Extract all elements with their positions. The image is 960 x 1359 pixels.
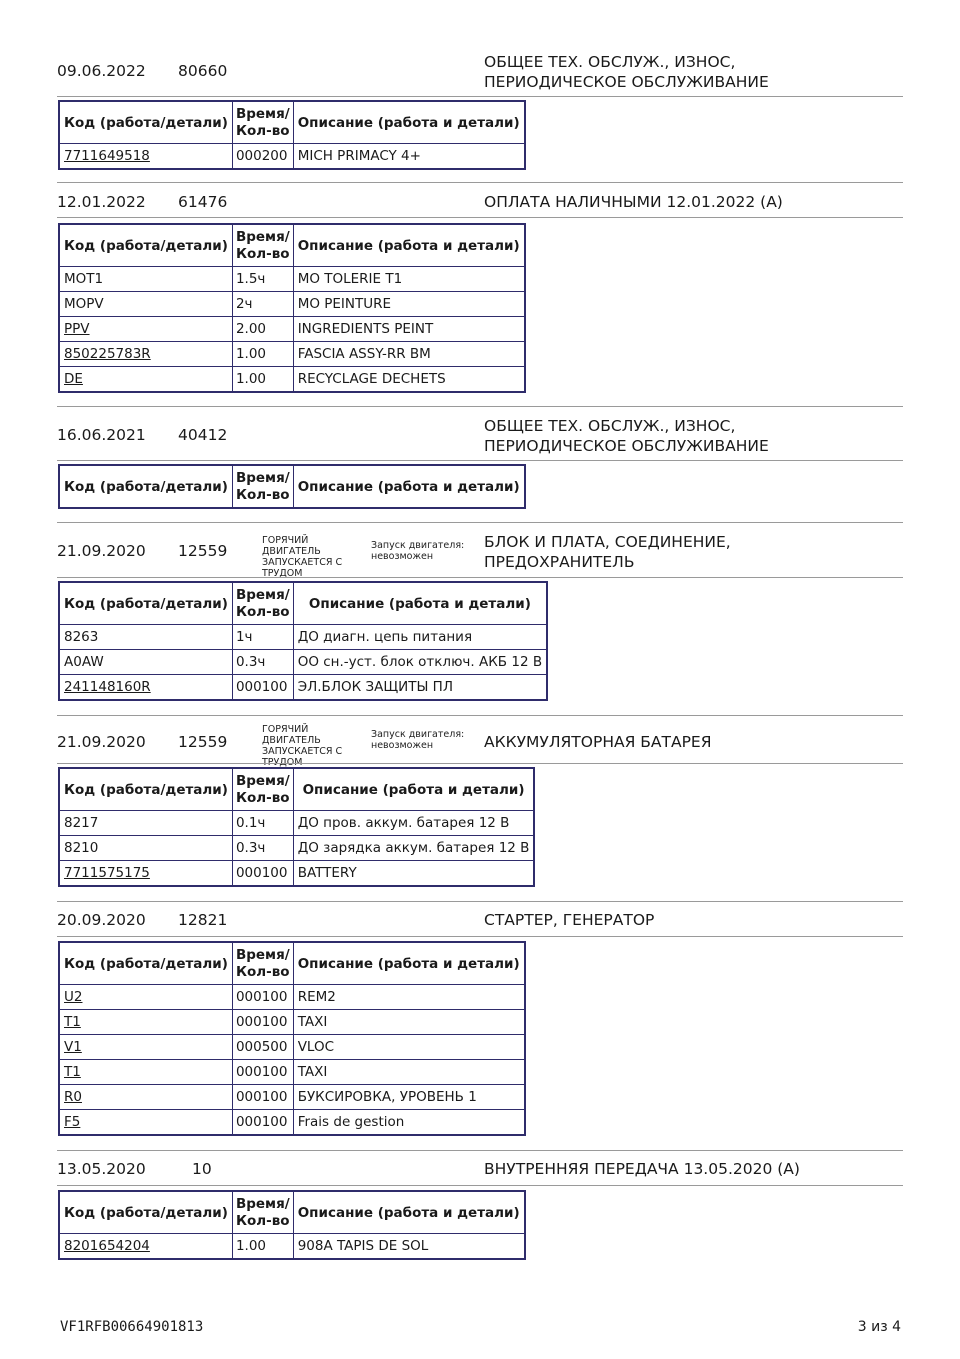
table-row bbox=[59, 267, 525, 292]
separator-line bbox=[57, 901, 903, 902]
record-description: ОПЛАТА НАЛИЧНЫМИ 12.01.2022 (A) bbox=[484, 193, 783, 211]
desc-cell: MO PEINTURE bbox=[293, 292, 524, 317]
separator-line bbox=[57, 577, 903, 578]
desc-cell: ДО зарядка аккум. батарея 12 В bbox=[293, 836, 534, 861]
qty-cell: 0.3ч bbox=[232, 836, 293, 861]
table-row bbox=[59, 367, 525, 393]
part-code-link[interactable]: 7711649518 bbox=[64, 148, 150, 164]
order-number: 12559 bbox=[178, 542, 228, 560]
table-row bbox=[59, 985, 525, 1010]
qty-cell: 000100 bbox=[232, 1110, 293, 1136]
table-row bbox=[59, 1060, 525, 1085]
col-header-desc: Описание (работа и детали) bbox=[293, 768, 534, 811]
col-header-time: Время/ Кол-во bbox=[232, 465, 293, 508]
part-code-link[interactable]: DE bbox=[64, 371, 83, 387]
table-row bbox=[59, 1035, 525, 1060]
table-header-row bbox=[59, 582, 547, 625]
code-cell: A0AW bbox=[59, 650, 232, 675]
order-number: 10 bbox=[192, 1160, 212, 1178]
work-table bbox=[58, 464, 526, 509]
order-number: 61476 bbox=[178, 193, 228, 211]
qty-cell: 000100 bbox=[232, 1060, 293, 1085]
part-code-link[interactable]: 850225783R bbox=[64, 346, 151, 362]
table-row bbox=[59, 1234, 525, 1260]
symptom-note: ГОРЯЧИЙ ДВИГАТЕЛЬ ЗАПУСКАЕТСЯ С ТРУДОМ bbox=[262, 724, 343, 768]
desc-cell: RECYCLAGE DECHETS bbox=[293, 367, 524, 393]
separator-line bbox=[57, 217, 903, 218]
part-code-link[interactable]: 8201654204 bbox=[64, 1238, 150, 1254]
code-cell: MOT1 bbox=[59, 267, 232, 292]
desc-cell: Frais de gestion bbox=[293, 1110, 524, 1136]
desc-cell: FASCIA ASSY-RR BM bbox=[293, 342, 524, 367]
desc-cell: 908A TAPIS DE SOL bbox=[293, 1234, 524, 1260]
code-cell: MOPV bbox=[59, 292, 232, 317]
table-row bbox=[59, 1110, 525, 1136]
work-table bbox=[58, 100, 526, 170]
desc-cell: ОО сн.-уст. блок отключ. АКБ 12 В bbox=[293, 650, 547, 675]
desc-cell: TAXI bbox=[293, 1060, 524, 1085]
part-code-link[interactable]: U2 bbox=[64, 989, 83, 1005]
desc-cell: INGREDIENTS PEINT bbox=[293, 317, 524, 342]
part-code-link[interactable]: PPV bbox=[64, 321, 90, 337]
work-table bbox=[58, 941, 526, 1136]
table-row bbox=[59, 342, 525, 367]
separator-line bbox=[57, 522, 903, 523]
qty-cell: 000200 bbox=[232, 144, 293, 170]
col-header-desc: Описание (работа и детали) bbox=[293, 1191, 524, 1234]
table-header-row bbox=[59, 101, 525, 144]
desc-cell: REM2 bbox=[293, 985, 524, 1010]
qty-cell: 1.00 bbox=[232, 342, 293, 367]
work-table bbox=[58, 767, 535, 887]
col-header-time: Время/ Кол-во bbox=[232, 101, 293, 144]
col-header-code: Код (работа/детали) bbox=[59, 942, 232, 985]
qty-cell: 000100 bbox=[232, 1085, 293, 1110]
col-header-time: Время/ Кол-во bbox=[232, 582, 293, 625]
order-number: 12559 bbox=[178, 733, 228, 751]
col-header-code: Код (работа/детали) bbox=[59, 768, 232, 811]
part-code-link[interactable]: V1 bbox=[64, 1039, 82, 1055]
col-header-desc: Описание (работа и детали) bbox=[293, 224, 524, 267]
table-header-row bbox=[59, 224, 525, 267]
col-header-desc: Описание (работа и детали) bbox=[293, 942, 524, 985]
record-date: 13.05.2020 bbox=[57, 1160, 146, 1178]
order-number: 80660 bbox=[178, 62, 228, 80]
col-header-code: Код (работа/детали) bbox=[59, 101, 232, 144]
part-code-link[interactable]: 241148160R bbox=[64, 679, 151, 695]
table-row bbox=[59, 1085, 525, 1110]
qty-cell: 2ч bbox=[232, 292, 293, 317]
qty-cell: 000500 bbox=[232, 1035, 293, 1060]
separator-line bbox=[57, 460, 903, 461]
qty-cell: 0.3ч bbox=[232, 650, 293, 675]
order-number: 12821 bbox=[178, 911, 228, 929]
qty-cell: 000100 bbox=[232, 675, 293, 701]
work-table bbox=[58, 581, 548, 701]
desc-cell: ЭЛ.БЛОК ЗАЩИТЫ ПЛ bbox=[293, 675, 547, 701]
table-row bbox=[59, 292, 525, 317]
separator-line bbox=[57, 936, 903, 937]
qty-cell: 1.00 bbox=[232, 367, 293, 393]
part-code-link[interactable]: F5 bbox=[64, 1114, 81, 1130]
qty-cell: 000100 bbox=[232, 861, 293, 887]
col-header-time: Время/ Кол-во bbox=[232, 224, 293, 267]
record-date: 20.09.2020 bbox=[57, 911, 146, 929]
separator-line bbox=[57, 1150, 903, 1151]
record-description: БЛОК И ПЛАТА, СОЕДИНЕНИЕ, ПРЕДОХРАНИТЕЛЬ bbox=[484, 533, 731, 571]
desc-cell: ДО пров. аккум. батарея 12 В bbox=[293, 811, 534, 836]
record-date: 16.06.2021 bbox=[57, 426, 146, 444]
desc-cell: VLOC bbox=[293, 1035, 524, 1060]
separator-line bbox=[57, 406, 903, 407]
table-row bbox=[59, 625, 547, 650]
qty-cell: 1ч bbox=[232, 625, 293, 650]
record-date: 21.09.2020 bbox=[57, 733, 146, 751]
table-row bbox=[59, 861, 534, 887]
vin-number: VF1RFB00664901813 bbox=[60, 1319, 204, 1335]
table-header-row bbox=[59, 768, 534, 811]
col-header-code: Код (работа/детали) bbox=[59, 1191, 232, 1234]
part-code-link[interactable]: R0 bbox=[64, 1089, 82, 1105]
table-header-row bbox=[59, 465, 525, 508]
record-description: ОБЩЕЕ ТЕХ. ОБСЛУЖ., ИЗНОС, ПЕРИОДИЧЕСКОЕ ОБСЛУЖИВАНИЕ bbox=[484, 417, 769, 455]
record-description: ОБЩЕЕ ТЕХ. ОБСЛУЖ., ИЗНОС, ПЕРИОДИЧЕСКОЕ ОБСЛУЖИВАНИЕ bbox=[484, 53, 769, 91]
table-row bbox=[59, 811, 534, 836]
separator-line bbox=[57, 1185, 903, 1186]
part-code-link[interactable]: T1 bbox=[64, 1064, 81, 1080]
code-cell: 8210 bbox=[59, 836, 232, 861]
part-code-link[interactable]: T1 bbox=[64, 1014, 81, 1030]
separator-line bbox=[57, 715, 903, 716]
desc-cell: MO TOLERIE T1 bbox=[293, 267, 524, 292]
qty-cell: 1.00 bbox=[232, 1234, 293, 1260]
table-row bbox=[59, 144, 525, 170]
qty-cell: 1.5ч bbox=[232, 267, 293, 292]
code-cell: 8217 bbox=[59, 811, 232, 836]
table-row bbox=[59, 836, 534, 861]
col-header-desc: Описание (работа и детали) bbox=[293, 582, 547, 625]
table-header-row bbox=[59, 942, 525, 985]
page-indicator: 3 из 4 bbox=[857, 1319, 901, 1335]
col-header-code: Код (работа/детали) bbox=[59, 224, 232, 267]
col-header-time: Время/ Кол-во bbox=[232, 1191, 293, 1234]
work-table bbox=[58, 1190, 526, 1260]
record-date: 09.06.2022 bbox=[57, 62, 146, 80]
separator-line bbox=[57, 763, 903, 764]
engine-start-note: Запуск двигателя: невозможен bbox=[371, 729, 465, 751]
separator-line bbox=[57, 96, 903, 97]
qty-cell: 000100 bbox=[232, 1010, 293, 1035]
col-header-time: Время/ Кол-во bbox=[232, 768, 293, 811]
code-cell: 8263 bbox=[59, 625, 232, 650]
qty-cell: 2.00 bbox=[232, 317, 293, 342]
record-date: 21.09.2020 bbox=[57, 542, 146, 560]
desc-cell: MICH PRIMACY 4+ bbox=[293, 144, 524, 170]
table-row bbox=[59, 1010, 525, 1035]
record-description: СТАРТЕР, ГЕНЕРАТОР bbox=[484, 911, 655, 929]
col-header-code: Код (работа/детали) bbox=[59, 465, 232, 508]
col-header-desc: Описание (работа и детали) bbox=[293, 101, 524, 144]
table-row bbox=[59, 317, 525, 342]
col-header-time: Время/ Кол-во bbox=[232, 942, 293, 985]
table-header-row bbox=[59, 1191, 525, 1234]
col-header-code: Код (работа/детали) bbox=[59, 582, 232, 625]
symptom-note: ГОРЯЧИЙ ДВИГАТЕЛЬ ЗАПУСКАЕТСЯ С ТРУДОМ bbox=[262, 535, 343, 579]
desc-cell: БУКСИРОВКА, УРОВЕНЬ 1 bbox=[293, 1085, 524, 1110]
record-description: АККУМУЛЯТОРНАЯ БАТАРЕЯ bbox=[484, 733, 712, 751]
record-description: ВНУТРЕННЯЯ ПЕРЕДАЧА 13.05.2020 (A) bbox=[484, 1160, 800, 1178]
table-row bbox=[59, 675, 547, 701]
table-row bbox=[59, 650, 547, 675]
desc-cell: BATTERY bbox=[293, 861, 534, 887]
record-date: 12.01.2022 bbox=[57, 193, 146, 211]
qty-cell: 0.1ч bbox=[232, 811, 293, 836]
engine-start-note: Запуск двигателя: невозможен bbox=[371, 540, 465, 562]
qty-cell: 000100 bbox=[232, 985, 293, 1010]
col-header-desc: Описание (работа и детали) bbox=[293, 465, 524, 508]
separator-line bbox=[57, 182, 903, 183]
desc-cell: TAXI bbox=[293, 1010, 524, 1035]
order-number: 40412 bbox=[178, 426, 228, 444]
desc-cell: ДО диагн. цепь питания bbox=[293, 625, 547, 650]
work-table bbox=[58, 223, 526, 393]
part-code-link[interactable]: 7711575175 bbox=[64, 865, 150, 881]
